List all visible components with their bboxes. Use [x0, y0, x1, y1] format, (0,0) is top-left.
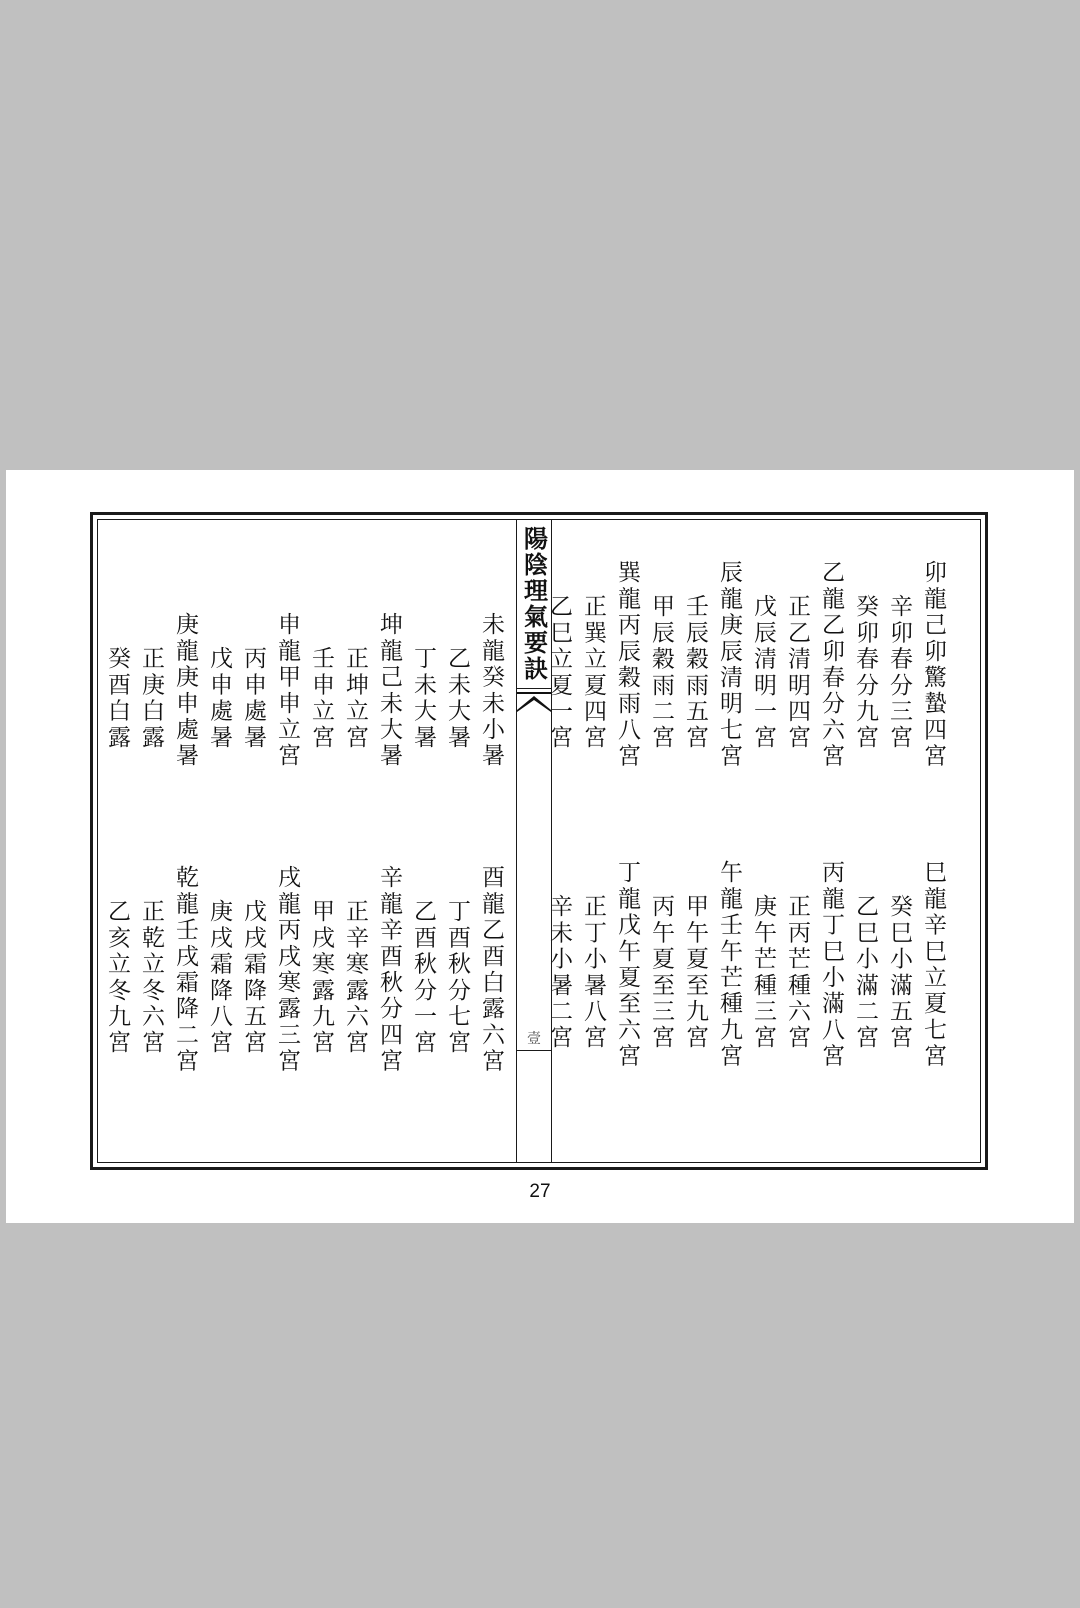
- text-column: 癸巳小滿五宮: [886, 894, 912, 1052]
- text-column: 甲辰穀雨二宮: [648, 594, 674, 752]
- text-column: 乙未大暑: [444, 646, 470, 751]
- page-border-inner: [97, 519, 981, 1163]
- fold-page-mark: 壹: [527, 1031, 541, 1047]
- text-column: 壬辰穀雨五宮: [682, 594, 708, 752]
- text-column: 乙亥立冬九宮: [104, 899, 130, 1057]
- text-column: 正丁小暑八宮: [580, 894, 606, 1052]
- text-column: 辰龍庚辰清明七宮: [716, 560, 742, 770]
- text-column: 庚龍庚申處暑: [172, 612, 198, 770]
- text-column: 辛龍辛酉秋分四宮: [376, 865, 402, 1075]
- text-column: 庚午芒種三宮: [750, 894, 776, 1052]
- text-column: 庚戌霜降八宮: [206, 899, 232, 1057]
- page-border-outer: [90, 512, 988, 1170]
- gutter-rule: [517, 1050, 551, 1051]
- text-column: 未龍癸未小暑: [478, 612, 504, 770]
- text-column: 丙申處暑: [240, 646, 266, 751]
- fishtail-mark-icon: [517, 692, 551, 712]
- text-column: 坤龍己未大暑: [376, 612, 402, 770]
- text-column: 乙巳立夏一宮: [546, 594, 572, 752]
- text-column: 戊戌霜降五宮: [240, 899, 266, 1057]
- text-column: 壬申立宮: [308, 646, 334, 751]
- text-column: 正辛寒露六宮: [342, 899, 368, 1057]
- gutter-rule: [517, 688, 551, 689]
- text-column: 乙巳小滿二宮: [852, 894, 878, 1052]
- text-column: 癸卯春分九宮: [852, 594, 878, 752]
- text-column: 甲戌寒露九宮: [308, 899, 334, 1057]
- text-column: 乙酉秋分一宮: [410, 899, 436, 1057]
- text-column: 戊申處暑: [206, 646, 232, 751]
- text-column: 正巽立夏四宮: [580, 594, 606, 752]
- book-title: 陽陰理氣要訣: [519, 526, 549, 682]
- text-column: 正乾立冬六宮: [138, 899, 164, 1057]
- book-page-scan: [6, 470, 1074, 1223]
- text-column: 正丙芒種六宮: [784, 894, 810, 1052]
- text-column: 丁龍戊午夏至六宮: [614, 860, 640, 1070]
- text-column: 申龍甲申立宮: [274, 612, 300, 770]
- text-column: 丙龍丁巳小滿八宮: [818, 860, 844, 1070]
- text-column: 戌龍丙戌寒露三宮: [274, 865, 300, 1075]
- text-column: 正坤立宮: [342, 646, 368, 751]
- text-column: 乙龍乙卯春分六宮: [818, 560, 844, 770]
- text-column: 辛卯春分三宮: [886, 594, 912, 752]
- text-column: 戊辰清明一宮: [750, 594, 776, 752]
- text-column: 甲午夏至九宮: [682, 894, 708, 1052]
- text-column: 乾龍壬戌霜降二宮: [172, 865, 198, 1075]
- text-column: 正乙清明四宮: [784, 594, 810, 752]
- text-column: 正庚白露: [138, 646, 164, 751]
- text-column: 巳龍辛巳立夏七宮: [920, 860, 946, 1070]
- text-column: 丁未大暑: [410, 646, 436, 751]
- text-column: 卯龍己卯驚蟄四宮: [920, 560, 946, 770]
- text-column: 丁酉秋分七宮: [444, 899, 470, 1057]
- text-column: 酉龍乙酉白露六宮: [478, 865, 504, 1075]
- book-gutter: [516, 520, 552, 1162]
- text-column: 辛未小暑二宮: [546, 894, 572, 1052]
- page-number: 27: [529, 1181, 551, 1202]
- text-column: 巽龍丙辰穀雨八宮: [614, 560, 640, 770]
- text-column: 癸酉白露: [104, 646, 130, 751]
- text-column: 午龍壬午芒種九宮: [716, 860, 742, 1070]
- text-column: 丙午夏至三宮: [648, 894, 674, 1052]
